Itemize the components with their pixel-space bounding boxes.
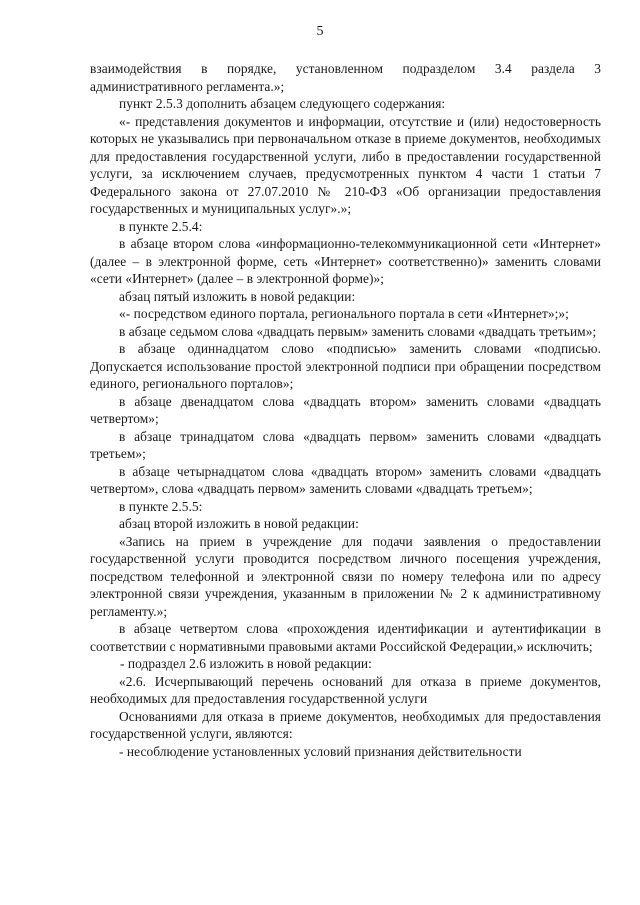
paragraph: абзац второй изложить в новой редакции: bbox=[119, 516, 359, 531]
paragraph: пункт 2.5.3 дополнить абзацем следующего содержания: bbox=[119, 96, 446, 111]
paragraph: «Запись на прием в учреждение для подачи заявления о предоставлении государственной услуги проводится посредством личного посещения учреждения, посредством телефонной и электронной связи по номеру телефона или по адресу электронной связи учреждения, указанным в приложении № 2 к административному регламенту.»; bbox=[90, 533, 601, 619]
paragraph: Основаниями для отказа в приеме документов, необходимых для предоставления государственной услуги, являются: bbox=[90, 708, 601, 741]
paragraph: «- посредством единого портала, регионального портала в сети «Интернет»;»; bbox=[119, 306, 569, 321]
paragraph: - несоблюдение установленных условий признания действительности bbox=[119, 743, 522, 759]
paragraph: «2.6. Исчерпывающий перечень оснований для отказа в приеме документов, необходимых для предоставления государственной услуги bbox=[90, 673, 601, 706]
paragraph: в абзаце одиннадцатом слово «подписью» заменить словами «подписью. Допускается использование простой электронной подписи при обращении посредством единого, регионального порталов»; bbox=[90, 341, 601, 391]
paragraph: в абзаце втором слова «информационно-телекоммуникационной сети «Интернет» (далее – в электронной форме, сеть «Интернет» соответственно)» заменить словами «сети «Интернет» (далее – в электронной форме)»; bbox=[90, 236, 601, 286]
paragraph: абзац пятый изложить в новой редакции: bbox=[119, 288, 356, 304]
paragraph: в абзаце четвертом слова «прохождения идентификации и аутентификации в соответствии с нормативными правовыми актами Российской Федерации,» исключить; bbox=[90, 621, 601, 654]
document-body bbox=[90, 60, 601, 760]
page-number: 5 bbox=[316, 24, 324, 39]
paragraph: в абзаце тринадцатом слова «двадцать первом» заменить словами «двадцать третьем»; bbox=[90, 428, 601, 461]
paragraph: в пункте 2.5.5: bbox=[119, 498, 203, 514]
paragraph: в абзаце двенадцатом слова «двадцать втором» заменить словами «двадцать четвертом»; bbox=[90, 393, 601, 426]
paragraph: - подраздел 2.6 изложить в новой редакции: bbox=[120, 656, 372, 671]
paragraph: в абзаце седьмом слова «двадцать первым» заменить словами «двадцать третьим»; bbox=[119, 323, 597, 339]
paragraph: взаимодействия в порядке, установленном подразделом 3.4 раздела 3 административного регламента.»; bbox=[90, 61, 601, 94]
paragraph: в пункте 2.5.4: bbox=[119, 218, 203, 234]
paragraph: в абзаце четырнадцатом слова «двадцать втором» заменить словами «двадцать четвертом», слова «двадцать первом» заменить словами «двадцать третьем»; bbox=[90, 463, 601, 496]
paragraph: «- представления документов и информации, отсутствие и (или) недостоверность которых не указывались при первоначальном отказе в приеме документов, необходимых для предоставления государственной услуги, либо в предоставлении государственной услуги, за исключением случаев, предусмотренных пунктом 4 части 1 статьи 7 Федерального закона от 27.07.2010 № 210-ФЗ «Об организации предоставления государственных и муниципальных услуг».»; bbox=[90, 113, 601, 216]
